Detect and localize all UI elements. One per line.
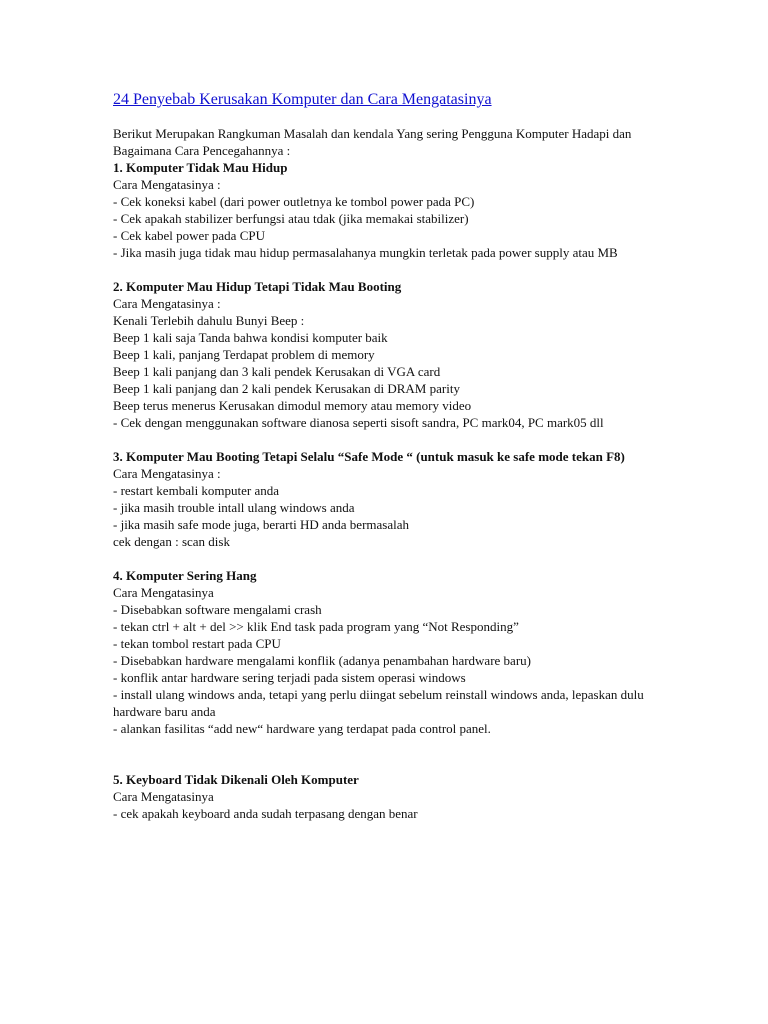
section-line: - alankan fasilitas “add new“ hardware yang terdapat pada control panel. [113, 721, 491, 736]
section-line: - Cek koneksi kabel (dari power outletnya ke tombol power pada PC) [113, 194, 475, 209]
document-page [113, 90, 658, 822]
section-1 [113, 159, 658, 261]
section-line: Beep 1 kali saja Tanda bahwa kondisi komputer baik [113, 330, 388, 345]
section-line: Beep terus menerus Kerusakan dimodul memory atau memory video [113, 398, 472, 413]
section-heading: 3. Komputer Mau Booting Tetapi Selalu “Safe Mode “ (untuk masuk ke safe mode tekan F8) [113, 449, 625, 464]
section-line: - Cek kabel power pada CPU [113, 228, 265, 243]
section-line: - Disebabkan software mengalami crash [113, 602, 322, 617]
intro-paragraph: Berikut Merupakan Rangkuman Masalah dan kendala Yang sering Pengguna Komputer Hadapi dan Bagaimana Cara Pencegahannya : [113, 126, 632, 158]
document-title-link[interactable]: 24 Penyebab Kerusakan Komputer dan Cara Mengatasinya [113, 91, 492, 108]
section-4 [113, 567, 658, 737]
section-line: Cara Mengatasinya [113, 789, 214, 804]
section-line: - Disebabkan hardware mengalami konflik (adanya penambahan hardware baru) [113, 653, 531, 668]
section-line: - konflik antar hardware sering terjadi pada sistem operasi windows [113, 670, 466, 685]
section-line: Cara Mengatasinya : [113, 466, 221, 481]
section-line: - Cek apakah stabilizer berfungsi atau tdak (jika memakai stabilizer) [113, 211, 469, 226]
section-line: - Cek dengan menggunakan software dianosa seperti sisoft sandra, PC mark04, PC mark05 dll [113, 415, 604, 430]
section-line: Cara Mengatasinya : [113, 296, 221, 311]
section-line: - cek apakah keyboard anda sudah terpasang dengan benar [113, 806, 418, 821]
section-line: - tekan tombol restart pada CPU [113, 636, 281, 651]
section-line: - tekan ctrl + alt + del >> klik End task pada program yang “Not Responding” [113, 619, 519, 634]
section-line: cek dengan : scan disk [113, 534, 230, 549]
section-line: Beep 1 kali panjang dan 2 kali pendek Kerusakan di DRAM parity [113, 381, 460, 396]
section-line: Beep 1 kali panjang dan 3 kali pendek Kerusakan di VGA card [113, 364, 441, 379]
section-line: - restart kembali komputer anda [113, 483, 280, 498]
section-heading: 5. Keyboard Tidak Dikenali Oleh Komputer [113, 772, 359, 787]
section-line: Kenali Terlebih dahulu Bunyi Beep : [113, 313, 305, 328]
section-line: Cara Mengatasinya : [113, 177, 221, 192]
section-2 [113, 278, 658, 431]
section-line: Beep 1 kali, panjang Terdapat problem di memory [113, 347, 375, 362]
section-line: Cara Mengatasinya [113, 585, 214, 600]
section-heading: 2. Komputer Mau Hidup Tetapi Tidak Mau Booting [113, 279, 402, 294]
section-line: - jika masih trouble intall ulang windows anda [113, 500, 355, 515]
section-5 [113, 771, 658, 822]
section-3 [113, 448, 658, 550]
section-heading: 4. Komputer Sering Hang [113, 568, 257, 583]
section-line: - install ulang windows anda, tetapi yang perlu diingat sebelum reinstall windows anda, lepaskan dulu hardware baru anda [113, 687, 644, 719]
section-heading: 1. Komputer Tidak Mau Hidup [113, 160, 288, 175]
section-line: - Jika masih juga tidak mau hidup permasalahanya mungkin terletak pada power supply atau MB [113, 245, 618, 260]
section-line: - jika masih safe mode juga, berarti HD anda bermasalah [113, 517, 409, 532]
